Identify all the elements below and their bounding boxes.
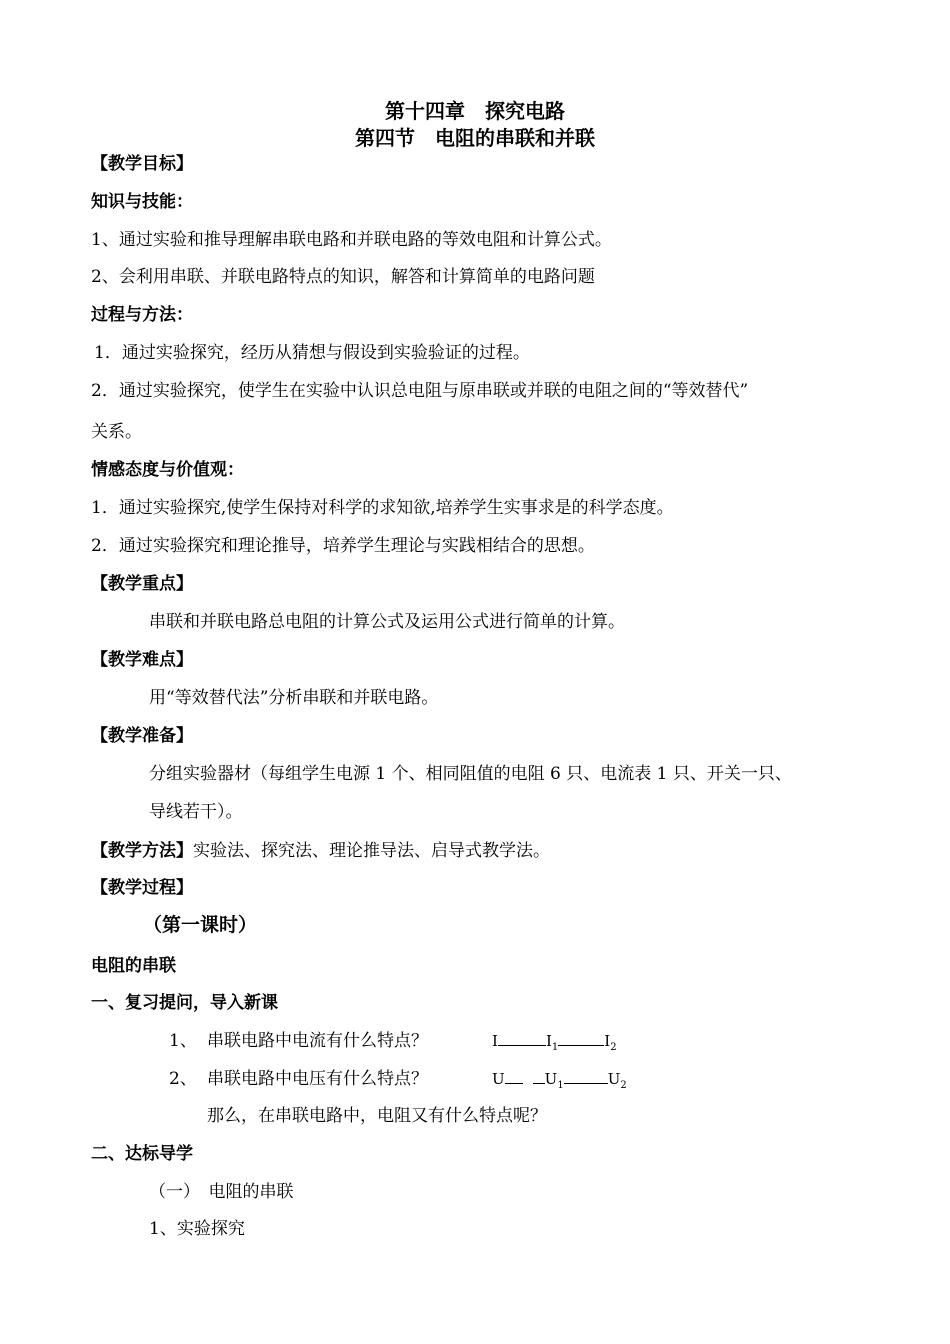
knowledge-heading: 知识与技能： bbox=[91, 192, 193, 212]
difficulty-text: 用“等效替代法”分析串联和并联电路。 bbox=[149, 688, 439, 708]
voltage-relation bbox=[492, 1068, 627, 1093]
lesson-label: （第一课时） bbox=[143, 914, 258, 936]
question-2-number: 2、 bbox=[169, 1069, 197, 1089]
voltage-u2: U bbox=[607, 1070, 621, 1088]
process-heading: 过程与方法： bbox=[91, 305, 193, 325]
preparation-line-1: 分组实验器材（每组学生电源 1 个、相同阻值的电阻 6 只、电流表 1 只、开关一只、 bbox=[149, 764, 792, 784]
subscript-2: 2 bbox=[610, 1042, 617, 1053]
preparation-heading: 【教学准备】 bbox=[91, 726, 193, 746]
key-points-text: 串联和并联电路总电阻的计算公式及运用公式进行简单的计算。 bbox=[149, 612, 625, 632]
answer-blank bbox=[505, 1068, 523, 1084]
methods-heading: 【教学方法】 bbox=[91, 841, 193, 861]
preparation-line-2: 导线若干）。 bbox=[149, 802, 243, 822]
knowledge-item-2: 2、会利用串联、并联电路特点的知识，解答和计算简单的电路问题 bbox=[91, 267, 595, 287]
answer-blank bbox=[558, 1030, 604, 1046]
knowledge-item-1: 1、通过实验和推导理解串联电路和并联电路的等效电阻和计算公式。 bbox=[91, 230, 612, 250]
answer-blank bbox=[498, 1030, 546, 1046]
goals-heading: 【教学目标】 bbox=[91, 154, 193, 174]
process-item-2: 2．通过实验探究，使学生在实验中认识总电阻与原串联或并联的电阻之间的“等效替代” bbox=[91, 381, 749, 401]
question-1-number: 1、 bbox=[169, 1031, 197, 1051]
difficulty-heading: 【教学难点】 bbox=[91, 650, 193, 670]
process-item-1: 1．通过实验探究，经历从猜想与假设到实验验证的过程。 bbox=[94, 343, 530, 363]
question-1-text: 串联电路中电流有什么特点？ bbox=[207, 1031, 428, 1051]
attitude-item-1: 1．通过实验探究,使学生保持对科学的求知欲,培养学生实事求是的科学态度。 bbox=[91, 498, 674, 518]
topic-heading: 电阻的串联 bbox=[91, 956, 176, 976]
subscript-1: 1 bbox=[551, 1042, 559, 1053]
part2-subheading: （一） 电阻的串联 bbox=[149, 1182, 294, 1202]
bridge-question: 那么，在串联电路中，电阻又有什么特点呢？ bbox=[207, 1106, 547, 1126]
process-section-heading: 【教学过程】 bbox=[91, 878, 193, 898]
methods-line bbox=[91, 840, 550, 862]
answer-blank bbox=[564, 1068, 608, 1084]
methods-text: 实验法、探究法、理论推导法、启导式教学法。 bbox=[193, 841, 550, 861]
subscript-1: 1 bbox=[557, 1080, 564, 1091]
process-item-2-cont: 关系。 bbox=[91, 422, 142, 442]
key-points-heading: 【教学重点】 bbox=[91, 574, 193, 594]
chapter-title: 第十四章 探究电路 bbox=[385, 99, 565, 123]
answer-blank bbox=[533, 1068, 545, 1084]
current-total: I bbox=[492, 1032, 498, 1050]
current-i1: I bbox=[545, 1032, 552, 1050]
attitude-heading: 情感态度与价值观： bbox=[91, 460, 244, 480]
voltage-total: U bbox=[492, 1070, 505, 1088]
part2-heading: 二、达标导学 bbox=[91, 1144, 193, 1164]
voltage-u1: U bbox=[544, 1070, 558, 1088]
question-2-text: 串联电路中电压有什么特点？ bbox=[207, 1069, 428, 1089]
current-i2: I bbox=[604, 1032, 611, 1050]
attitude-item-2: 2．通过实验探究和理论推导，培养学生理论与实践相结合的思想。 bbox=[91, 536, 595, 556]
current-relation bbox=[492, 1030, 617, 1055]
part2-item: 1、实验探究 bbox=[149, 1219, 245, 1239]
subscript-2: 2 bbox=[620, 1080, 627, 1091]
section-title: 第四节 电阻的串联和并联 bbox=[355, 126, 595, 150]
part1-heading: 一、复习提问，导入新课 bbox=[91, 993, 278, 1013]
